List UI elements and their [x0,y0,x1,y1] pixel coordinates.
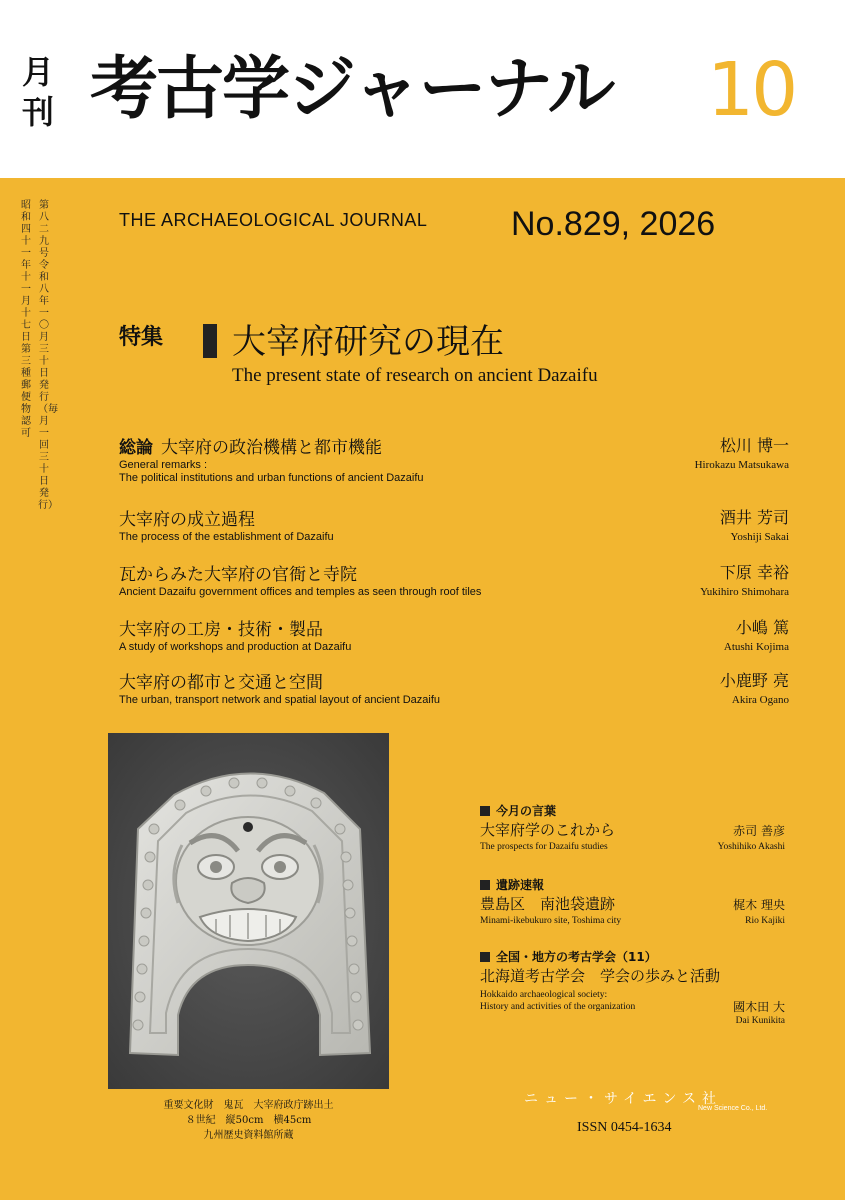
caption-line-3: 九州歴史資料館所蔵 [203,1130,294,1141]
article-title: 大宰府の政治機構と都市機能 [161,438,382,458]
side-author: 赤司 善彦 [733,824,785,838]
article-author: 小嶋 篤 [735,618,789,637]
article-english: The urban, transport network and spatial layout of ancient Dazaifu [119,694,441,706]
article-title: 瓦からみた大宰府の官衙と寺院 [119,565,357,585]
article-item [119,560,789,600]
side-section-heading [480,876,544,893]
article-item [119,433,789,485]
article-author: 松川 博一 [719,436,789,455]
side-section [480,876,785,936]
side-author: 國木田 大 [733,1000,785,1014]
article-author-english: Yoshiji Sakai [730,531,789,543]
side-author: 梶木 理央 [733,898,785,912]
publisher-name: ニュー・サイエンス社 [524,1091,723,1107]
journal-english-title: THE ARCHAEOLOGICAL JOURNAL [119,210,428,230]
caption-line-1: 重要文化財 鬼瓦 大宰府政庁跡出土 [163,1100,334,1111]
article-author: 酒井 芳司 [719,508,789,527]
side-section [480,948,785,1034]
publisher-english: New Science Co., Ltd. [698,1105,768,1112]
article-author-english: Yukihiro Shimohara [700,586,789,598]
side-author-english: Rio Kajiki [745,916,785,926]
side-title: 大宰府学のこれから [480,821,616,839]
article-title: 大宰府の工房・技術・製品 [119,620,323,640]
side-section-heading [480,802,556,819]
masthead-issue-month: 10 [707,47,796,133]
article-author-english: Atushi Kojima [723,641,789,653]
caption-line-2: ８世紀 縦50cm 横45cm [185,1115,312,1126]
issn: ISSN 0454-1634 [577,1120,672,1135]
article-english: The process of the establishment of Dazaifu [119,531,334,543]
onigawara-demon-tile-icon [108,733,389,1089]
onigawara-photo [108,733,389,1089]
side-section [480,802,785,862]
article-title: 大宰府の都市と交通と空間 [119,673,323,693]
side-title: 北海道考古学会 学会の歩みと活動 [480,967,721,985]
article-author: 小鹿野 亮 [719,671,789,690]
side-english: The prospects for Dazaifu studies [480,842,608,852]
masthead-title: 考古学ジャーナル [90,50,614,129]
square-bullet-icon [480,880,490,890]
masthead-monthly: 月刊 [21,53,54,131]
article-english-2: The political institutions and urban functions of ancient Dazaifu [119,472,424,484]
side-heading-label: 全国・地方の考古学会（11） [496,950,657,964]
side-section-heading [480,948,657,965]
side-english-2: History and activities of the organization [480,1002,636,1012]
article-author-english: Akira Ogano [731,694,789,706]
article-item [119,505,789,545]
square-bullet-icon [480,952,490,962]
article-item [119,668,789,708]
side-heading-label: 今月の言葉 [496,804,557,818]
side-english: Hokkaido archaeological society: [480,990,608,1000]
issue-number: No.829, 2026 [511,205,716,243]
side-title: 豊島区 南池袋遺跡 [480,895,616,913]
feature-subtitle: The present state of research on ancient Dazaifu [232,365,598,386]
article-lead: 総論 [119,438,153,458]
article-title: 大宰府の成立過程 [119,510,255,530]
article-title-row [119,433,382,458]
article-english: General remarks : [119,459,208,471]
square-bullet-icon [480,806,490,816]
article-item [119,615,789,655]
side-english: Minami-ikebukuro site, Toshima city [480,916,622,926]
feature-marker-icon [203,324,217,358]
photo-caption [108,1098,389,1143]
side-author-english: Yoshihiko Akashi [717,842,785,852]
spine-postal-line-1: 第八二九号令和八年一〇月三十日発行（毎月一回三十日発行） [38,200,58,511]
spine-postal-line-2: 昭和四十一年十一月十七日第三種郵便物認可 [21,200,31,439]
feature-label: 特集 [119,325,164,350]
article-english: A study of workshops and production at Dazaifu [119,641,352,653]
article-author: 下原 幸裕 [719,563,789,582]
feature-title: 大宰府研究の現在 [232,322,504,362]
article-author-english: Hirokazu Matsukawa [694,459,789,471]
side-author-english: Dai Kunikita [735,1016,785,1026]
article-english: Ancient Dazaifu government offices and temples as seen through roof tiles [119,586,482,598]
side-heading-label: 遺跡速報 [496,878,545,892]
